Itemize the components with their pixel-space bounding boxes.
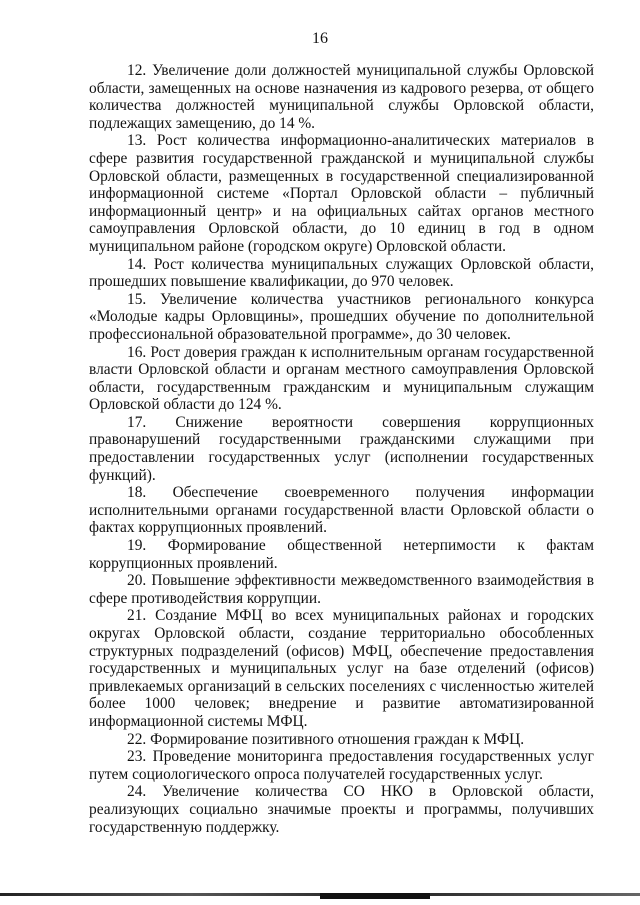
document-body <box>89 62 594 836</box>
paragraph-15: 15. Увеличение количества участников регионального конкурса «Молодые кадры Орловщины», прошедших обучение по дополнительной профессиональной образовательной программе», до 30 человек. <box>89 290 594 343</box>
paragraph-13: 13. Рост количества информационно-аналитических материалов в сфере развития государственной гражданской и муниципальной службы Орловской области, размещенных в государственной специализированной информационной системе «Портал Орловской области – публичный информационный центр» и на официальных сайтах органов местного самоуправления Орловской области, до 10 единиц в год в одном муниципальном районе (городском округе) Орловской области. <box>89 132 594 255</box>
scan-edge-mark <box>320 893 430 899</box>
paragraph-14: 14. Рост количества муниципальных служащих Орловской области, прошедших повышение квалификации, до 970 человек. <box>89 255 594 291</box>
paragraph-20: 20. Повышение эффективности межведомственного взаимодействия в сфере противодействия коррупции. <box>89 572 594 607</box>
paragraph-19: 19. Формирование общественной нетерпимости к фактам коррупционных проявлений. <box>89 537 594 572</box>
paragraph-24: 24. Увеличение количества СО НКО в Орловской области, реализующих социально значимые проекты и программы, получивших государственную поддержку. <box>89 783 594 836</box>
paragraph-17: 17. Снижение вероятности совершения коррупционных правонарушений государственными гражданскими служащими при предоставлении государственных услуг (исполнении государственных функций). <box>89 413 594 484</box>
paragraph-18: 18. Обеспечение своевременного получения информации исполнительными органами государственной власти Орловской области о фактах коррупционных проявлений. <box>89 484 594 537</box>
paragraph-23: 23. Проведение мониторинга предоставления государственных услуг путем социологического опроса получателей государственных услуг. <box>89 748 594 783</box>
paragraph-12: 12. Увеличение доли должностей муниципальной службы Орловской области, замещенных на основе назначения из кадрового резерва, от общего количества должностей муниципальной службы Орловской области, подлежащих замещению, до 14 %. <box>89 62 594 132</box>
paragraph-21: 21. Создание МФЦ во всех муниципальных районах и городских округах Орловской области, создание территориально обособленных структурных подразделений (офисов) МФЦ, обеспечение предоставления государственных и муниципальных услуг на базе отделений (офисов) привлекаемых организаций в сельских поселениях с численностью жителей более 1000 человек; внедрение и развитие автоматизированной информационной системы МФЦ. <box>89 607 594 730</box>
page-number: 16 <box>312 30 328 47</box>
paragraph-22: 22. Формирование позитивного отношения граждан к МФЦ. <box>127 730 525 748</box>
paragraph-16: 16. Рост доверия граждан к исполнительным органам государственной власти Орловской области и органам местного самоуправления Орловской области, государственным гражданским и муниципальным служащим Орловской области до 124 %. <box>89 343 594 414</box>
